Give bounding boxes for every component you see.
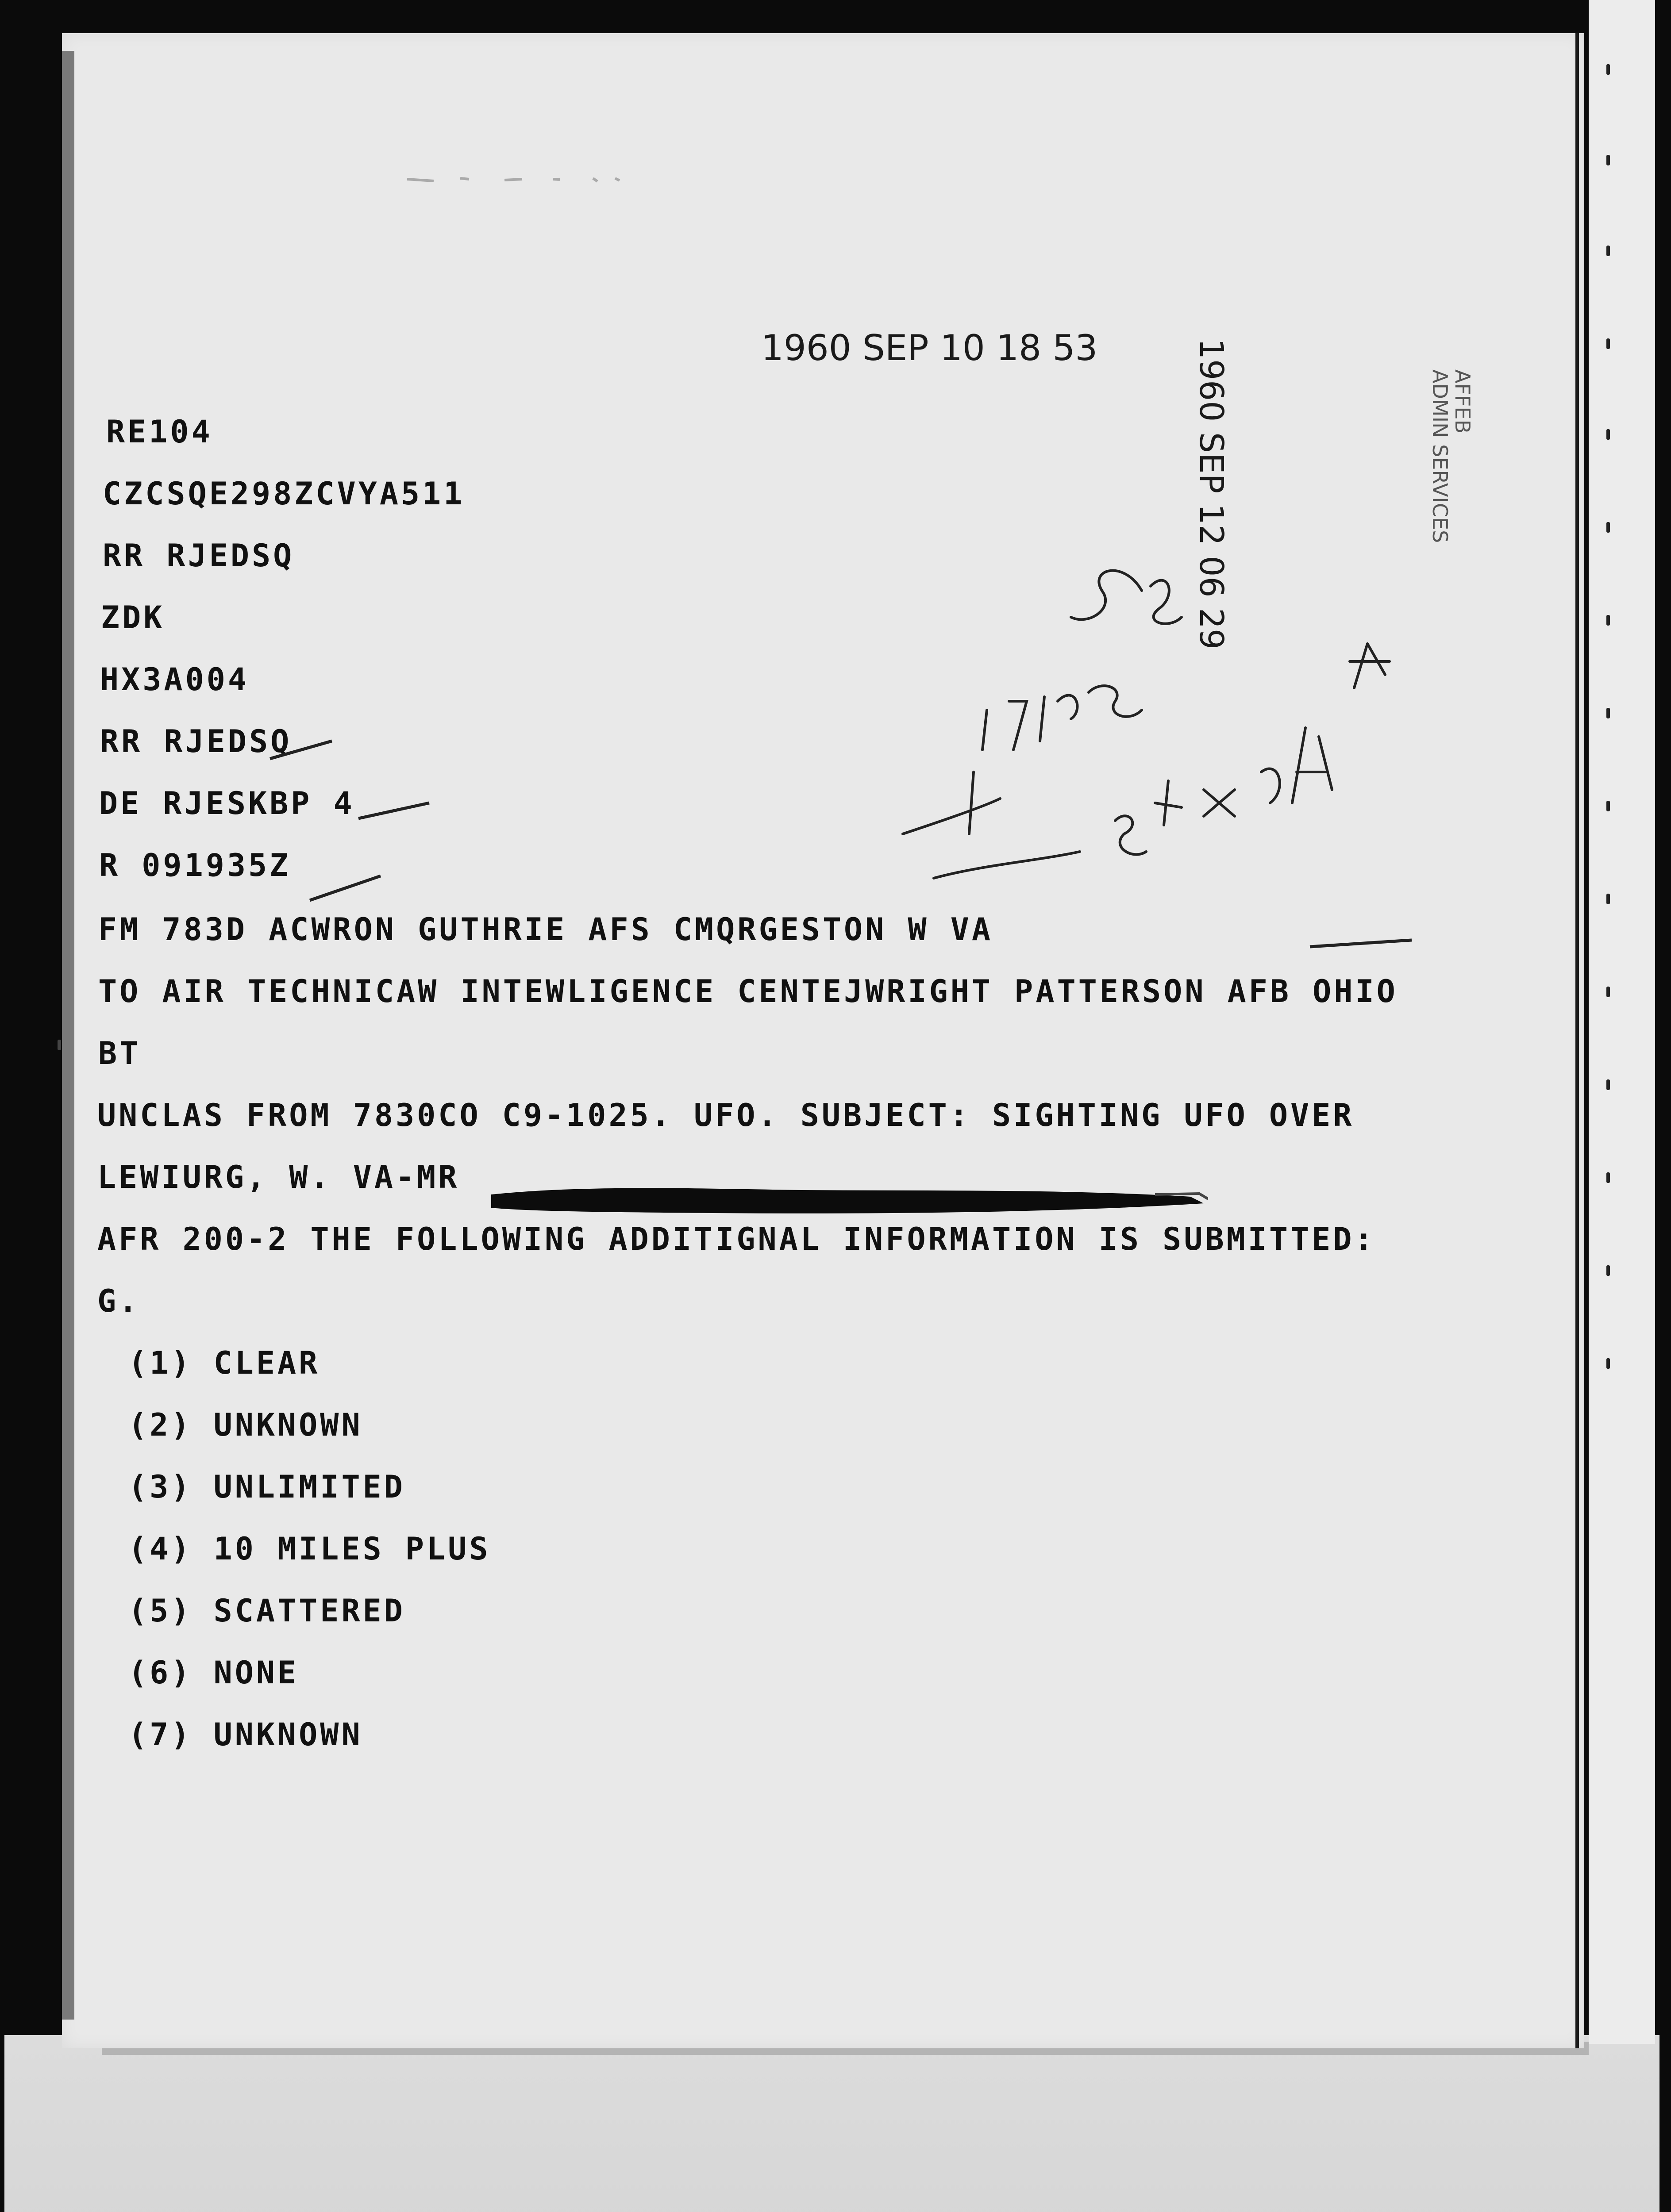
routing-line: R 091935Z: [99, 847, 291, 883]
location-line: LEWIURG, W. VA-MR: [97, 1159, 460, 1195]
routing-line: RR RJEDSQ: [103, 538, 295, 574]
to-line: TO AIR TECHNICAW INTEWLIGENCE CENTEJWRIGHT PATTERSON AFB OHIO: [98, 973, 1398, 1010]
sprocket-hole: [1606, 1172, 1610, 1183]
list-item: [128, 1593, 405, 1629]
list-item: [128, 1655, 299, 1691]
list-item: [128, 1717, 363, 1753]
sprocket-hole: [1606, 1079, 1610, 1090]
handwritten-annotation: [894, 542, 1425, 962]
list-item: [128, 1469, 405, 1505]
office-stamp-line1: AFFEB: [1451, 369, 1475, 434]
side-date-stamp: 1960 SEP 12 06 29: [1192, 338, 1230, 650]
item-number: (4): [128, 1531, 193, 1567]
sheet-left-edge: [62, 51, 74, 2020]
item-number: (1): [128, 1345, 193, 1381]
faint-top-marks: [407, 166, 717, 192]
sprocket-hole: [1606, 155, 1610, 165]
list-item: [128, 1345, 320, 1381]
item-text: UNLIMITED: [213, 1469, 405, 1505]
routing-line: CZCSQE298ZCVYA511: [103, 476, 465, 512]
sheet-right-rule: [1575, 33, 1579, 2048]
item-text: NONE: [213, 1655, 299, 1691]
office-stamp-line2: ADMIN SERVICES: [1428, 369, 1452, 543]
item-number: (7): [128, 1717, 193, 1753]
list-item: [128, 1407, 363, 1443]
teletype-sheet: [62, 33, 1584, 2048]
margin-mark: [58, 1040, 61, 1050]
sprocket-hole: [1606, 338, 1610, 349]
sprocket-hole: [1606, 246, 1610, 256]
section-label: G.: [97, 1283, 140, 1319]
routing-line: DE RJESKBP 4: [99, 785, 355, 822]
sprocket-hole: [1606, 987, 1610, 997]
receipt-date-stamp: 1960 SEP 10 18 53: [761, 327, 1098, 369]
sprocket-hole: [1606, 1265, 1610, 1276]
afr-line: AFR 200-2 THE FOLLOWING ADDITIGNAL INFORMATION IS SUBMITTED:: [97, 1221, 1376, 1257]
office-stamp: [1429, 369, 1474, 543]
item-text: SCATTERED: [213, 1593, 405, 1629]
from-line: FM 783D ACWRON GUTHRIE AFS CMQRGESTON W VA: [98, 911, 993, 948]
item-text: UNKNOWN: [213, 1407, 363, 1443]
sprocket-hole: [1606, 522, 1610, 533]
sprocket-hole: [1606, 1358, 1610, 1369]
sprocket-hole: [1606, 801, 1610, 811]
backing-board: [4, 2035, 1659, 2212]
sprocket-hole: [1606, 429, 1610, 440]
item-number: (6): [128, 1655, 193, 1691]
item-number: (5): [128, 1593, 193, 1629]
sprocket-hole: [1606, 708, 1610, 718]
item-text: UNKNOWN: [213, 1717, 363, 1753]
sprocket-strip: [1589, 0, 1655, 2044]
bt-line: BT: [98, 1035, 141, 1071]
item-text: CLEAR: [213, 1345, 320, 1381]
item-number: (3): [128, 1469, 193, 1505]
routing-line: HX3A004: [100, 661, 250, 698]
subject-line: UNCLAS FROM 7830CO C9-1025. UFO. SUBJECT: SIGHTING UFO OVER: [97, 1097, 1355, 1133]
routing-line: RR RJEDSQ: [100, 723, 292, 760]
item-number: (2): [128, 1407, 193, 1443]
routing-line: ZDK: [101, 599, 165, 636]
list-item: [128, 1531, 490, 1567]
redaction-bar: [491, 1181, 1208, 1217]
item-text: 10 MILES PLUS: [213, 1531, 491, 1567]
routing-line: RE104: [106, 414, 213, 450]
sprocket-hole: [1606, 64, 1610, 75]
sprocket-hole: [1606, 894, 1610, 904]
sprocket-hole: [1606, 615, 1610, 626]
